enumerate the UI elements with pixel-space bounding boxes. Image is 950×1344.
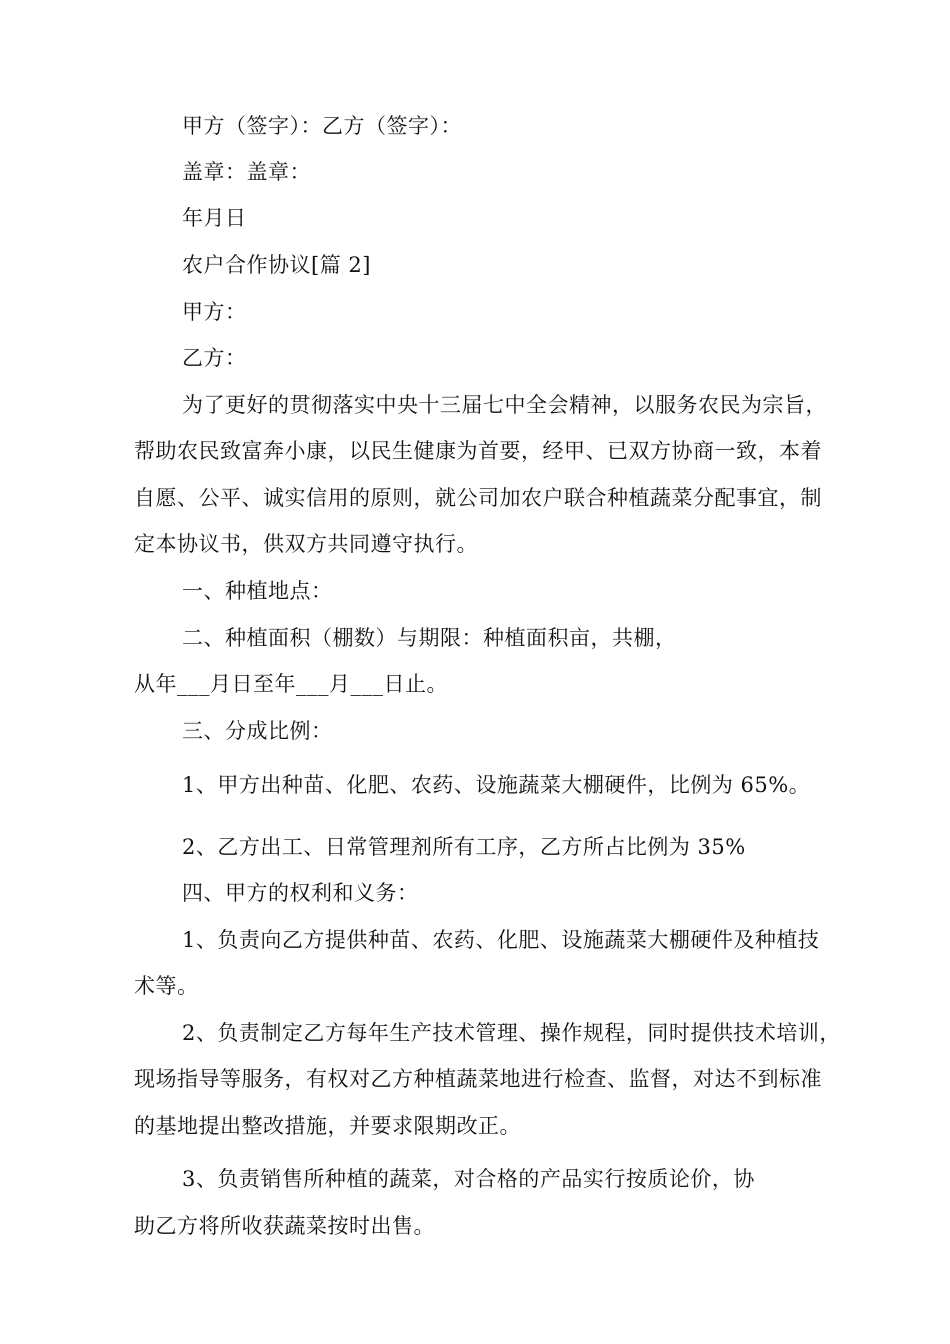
duty-item-3-line-1: 3、负责销售所种植的蔬菜，对合格的产品实行按质论价，协 — [182, 1167, 755, 1191]
party-a-line: 甲方： — [182, 300, 247, 324]
seal-line: 盖章：盖章： — [182, 160, 311, 184]
clause-heading-3: 三、分成比例： — [182, 719, 333, 743]
preamble-line-1: 为了更好的贯彻落实中央十三届七中全会精神，以服务农民为宗旨， — [182, 393, 827, 417]
section-title: 农户合作协议[篇 2] — [182, 253, 371, 277]
term-dates-line: 从年___月日至年___月___日止。 — [134, 672, 448, 696]
ratio-item-2: 2、乙方出工、日常管理剂所有工序，乙方所占比例为 35% — [182, 835, 746, 859]
preamble-line-4: 定本协议书，供双方共同遵守执行。 — [134, 532, 478, 556]
party-b-line: 乙方： — [182, 346, 247, 370]
signature-line: 甲方（签字）：乙方（签字）： — [182, 114, 462, 138]
duty-item-3-line-2: 助乙方将所收获蔬菜按时出售。 — [134, 1214, 435, 1238]
ratio-item-1: 1、甲方出种苗、化肥、农药、设施蔬菜大棚硬件，比例为 65%。 — [182, 773, 811, 797]
date-line: 年月日 — [182, 206, 247, 230]
duty-item-1-line-2: 术等。 — [134, 974, 199, 998]
duty-item-2-line-2: 现场指导等服务，有权对乙方种植蔬菜地进行检查、监督，对达不到标准 — [134, 1067, 822, 1091]
clause-heading-4: 四、甲方的权利和义务： — [182, 881, 419, 905]
clause-heading-1: 一、种植地点： — [182, 579, 333, 603]
duty-item-2-line-3: 的基地提出整改措施，并要求限期改正。 — [134, 1114, 521, 1138]
clause-heading-2: 二、种植面积（棚数）与期限：种植面积亩，共棚， — [182, 626, 677, 650]
duty-item-1-line-1: 1、负责向乙方提供种苗、农药、化肥、设施蔬菜大棚硬件及种植技 — [182, 928, 820, 952]
preamble-line-3: 自愿、公平、诚实信用的原则，就公司加农户联合种植蔬菜分配事宜，制 — [134, 486, 822, 510]
preamble-line-2: 帮助农民致富奔小康，以民生健康为首要，经甲、已双方协商一致，本着 — [134, 439, 822, 463]
duty-item-2-line-1: 2、负责制定乙方每年生产技术管理、操作规程，同时提供技术培训， — [182, 1021, 841, 1045]
